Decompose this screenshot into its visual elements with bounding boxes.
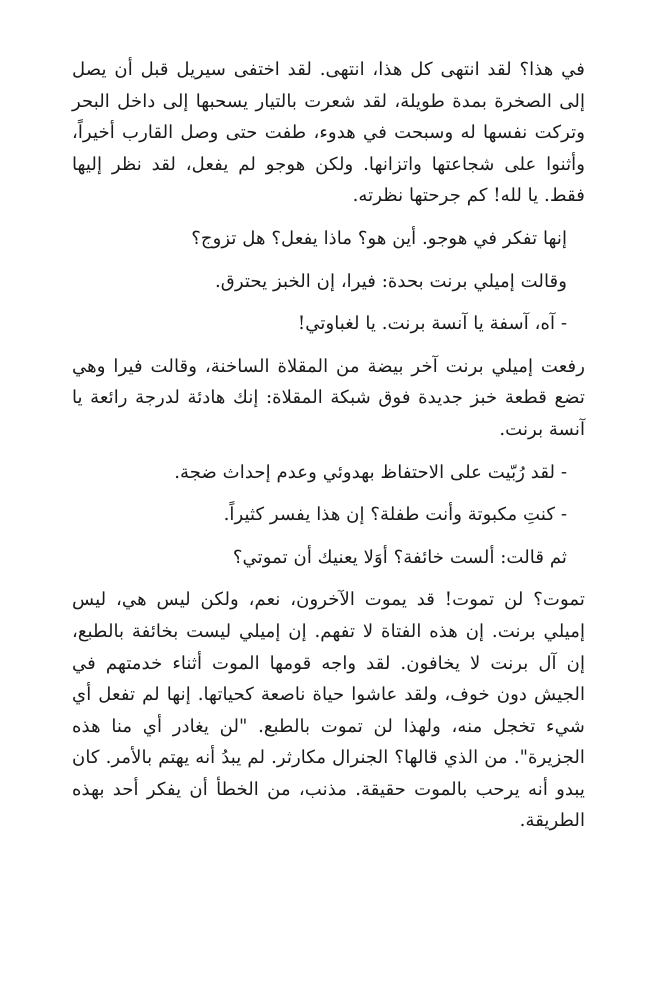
paragraph-6: - لقد رُبّيت على الاحتفاظ بهدوئي وعدم إحداث ضجة.: [174, 461, 567, 483]
paragraph-3: وقالت إميلي برنت بحدة: فيرا، إن الخبز يحترق.: [214, 270, 567, 292]
paragraph-5: رفعت إميلي برنت آخر بيضة من المقلاة الساخنة، وقالت فيرا وهي تضع قطعة خبز جديدة فوق شبكة المقلاة: إنك هادئة لدرجة رائعة يا آنسة برنت.: [72, 355, 585, 440]
paragraph-2: إنها تفكر في هوجو. أين هو؟ ماذا يفعل؟ هل تزوج؟: [191, 227, 567, 249]
paragraph-9: تموت؟ لن تموت! قد يموت الآخرون، نعم، ولكن ليس هي، ليس إميلي برنت. إن هذه الفتاة لا تفهم. إن إميلي ليست بخائفة بالطبع، إن آل برنت لا يخافون. لقد واجه قومها الموت أثناء خدمتهم في الجيش دون خوف، ولقد عاشوا حياة ناصعة كحياتها. إنها لم تفعل أي شيء تخجل منه، ولهذا لن تموت بالطبع. "لن يغادر أي منا هذه الجزيرة". من الذي قالها؟ الجنرال مكارثر. لم يبدُ أنه يهتم بالأمر. كان يبدو أنه يرحب بالموت حقيقة. مذنب، من الخطأ أن يفكر أحد بهذه الطريقة.: [72, 589, 585, 832]
paragraph-4: - آه، آسفة يا آنسة برنت. يا لغباوتي!: [297, 313, 567, 335]
book-page: [72, 54, 585, 837]
paragraph-8: ثم قالت: ألست خائفة؟ أوَلا يعنيك أن تموتي؟: [232, 546, 567, 568]
paragraph-7: - كنتِ مكبوتة وأنت طفلة؟ إن هذا يفسر كثيراً.: [223, 504, 567, 526]
paragraph-1: في هذا؟ لقد انتهى كل هذا، انتهى. لقد اختفى سيريل قبل أن يصل إلى الصخرة بمدة طويلة، لقد شعرت بالتيار يسحبها إلى داخل البحر وتركت نفسها له وسبحت في هدوء، طفت حتى وصل القارب أخيراً، وأثنوا على شجاعتها واتزانها. ولكن هوجو لم يفعل، لقد نظر إليها فقط. يا لله! كم جرحتها نظرته.: [72, 59, 585, 207]
